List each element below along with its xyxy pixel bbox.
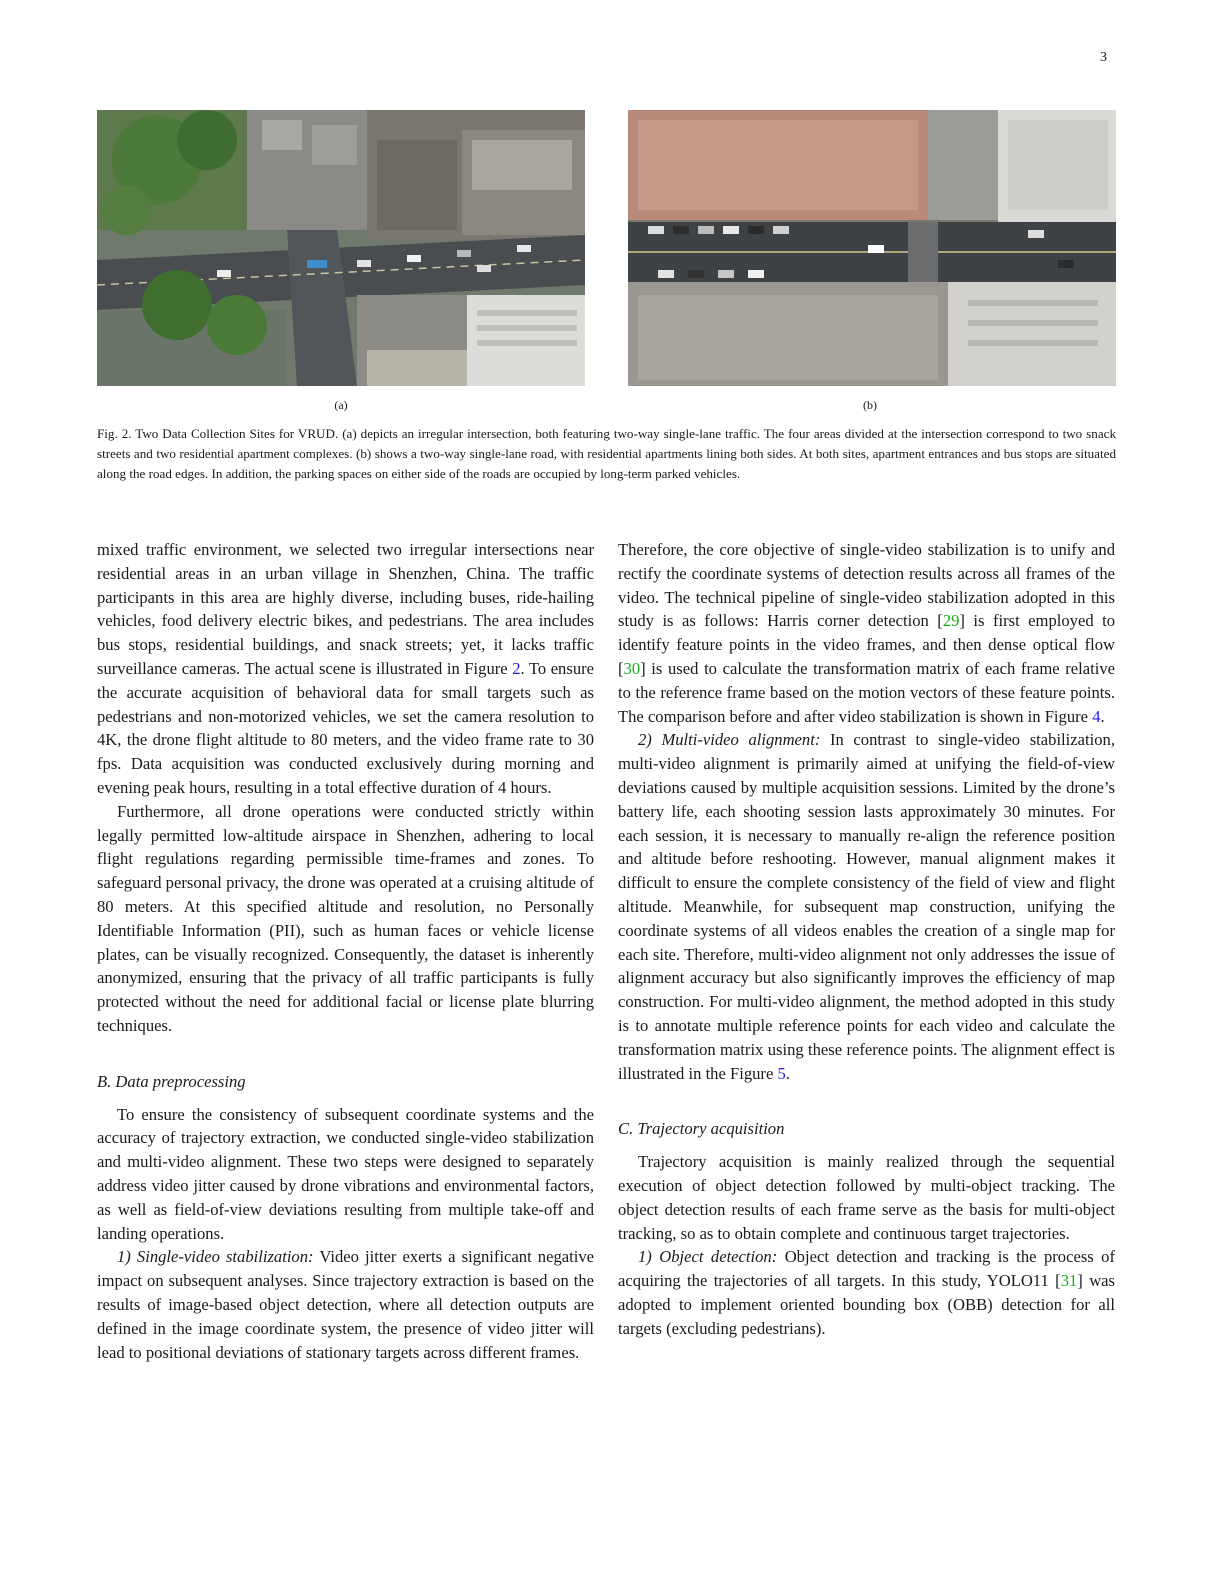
paragraph-title: 1) Object detection:: [638, 1247, 778, 1267]
subfigure-label-a: (a): [334, 398, 348, 412]
figure-caption: Fig. 2. Two Data Collection Sites for VRUD. (a) depicts an irregular intersection, both featuring two-way single-lane traffic. The four areas divided at the intersection correspond to two snack streets and two residential apartment complexes. (b) shows a two-way single-lane road, with residential apartments lining both sides. At both sites, apartment entrances and bus stops are situated along the road edges. In addition, the parking spaces on either side of the roads are occupied by long-term parked vehicles.: [97, 426, 1116, 481]
aerial-photo-road: [628, 110, 1116, 386]
figure-link[interactable]: 2: [512, 658, 521, 678]
paragraph: 1) Single-video stabilization: Video jitter exerts a significant negative impact on subsequent analyses. Since trajectory extraction is based on the results of image-based object detection, where all detection outputs are defined in the image coordinate system, the presence of video jitter will lead to positional deviations of stationary targets across different frames.: [97, 1247, 594, 1362]
figure-link[interactable]: 4: [1092, 706, 1101, 726]
aerial-photo-intersection: [97, 110, 585, 386]
section-heading: B. Data preprocessing: [97, 1071, 246, 1091]
paragraph: mixed traffic environment, we selected two irregular intersections near residential areas in an urban village in Shenzhen, China. The traffic participants in this area are highly diverse, including buses, ride-hailing vehicles, food delivery electric bikes, and pedestrians. The area includes bus stops, residential buildings, and snack streets; yet, it lacks traffic surveillance cameras. The actual scene is illustrated in Figure 2. To ensure the accurate acquisition of behavioral data for small targets such as pedestrians and non-motorized vehicles, we set the camera resolution to 4K, the drone flight altitude to 80 meters, and the video frame rate to 30 fps. Data acquisition was conducted exclusively during morning and evening peak hours, resulting in a total effective duration of 4 hours.: [97, 540, 595, 797]
paragraph: To ensure the consistency of subsequent coordinate systems and the accuracy of trajectory extraction, we conducted single-video stabilization and multi-video alignment. These two steps were designed to separately address video jitter caused by drone vibrations and environmental factors, as well as field-of-view deviations resulting from multiple take-off and landing operations.: [97, 1104, 594, 1243]
page-number: 3: [1100, 50, 1107, 65]
paragraph: Therefore, the core objective of single-video stabilization is to unify and rectify the coordinate systems of detection results across all frames of the video. The technical pipeline of single-video stabilization adopted in this study is as follows: Harris corner detection [29] is first employed to identify feature points in the video frames, and then dense optical flow [30] is used to calculate the transformation matrix of each frame relative to the reference frame based on the motion vectors of these feature points. The comparison before and after video stabilization is shown in Figure 4.: [618, 540, 1116, 726]
citation-link[interactable]: 29: [942, 611, 960, 631]
paragraph: Trajectory acquisition is mainly realized through the sequential execution of object detection followed by multi-object tracking. The object detection results of each frame serve as the basis for multi-object tracking, so as to obtain complete and continuous target trajectories.: [618, 1152, 1115, 1243]
paragraph-title: 1) Single-video stabilization:: [117, 1247, 314, 1267]
subfigure-label-b: (b): [863, 398, 877, 412]
paragraph: 1) Object detection: Object detection and tracking is the process of acquiring the trajectories of all targets. In this study, YOLO11 [31] was adopted to implement oriented bounding box (OBB) detection for all targets (excluding pedestrians).: [618, 1247, 1116, 1338]
citation-link[interactable]: 30: [623, 658, 641, 678]
paragraph-title: 2) Multi-video alignment:: [638, 730, 821, 750]
left-column: [97, 538, 594, 1364]
right-column: [618, 538, 1115, 1341]
paragraph: Furthermore, all drone operations were conducted strictly within legally permitted low-altitude airspace in Shenzhen, adhering to local flight regulations regarding permissible time-frames and zones. To safeguard personal privacy, the drone was operated at a cruising altitude of 80 meters. At this specified altitude and resolution, no Personally Identifiable Information (PII), such as human faces or vehicle license plates, can be visually recognized. Consequently, the dataset is inherently anonymized, ensuring that the privacy of all traffic participants is fully protected without the need for additional facial or license plate blurring techniques.: [97, 801, 594, 1035]
paragraph: 2) Multi-video alignment: In contrast to single-video stabilization, multi-video alignment is primarily aimed at unifying the field-of-view deviations caused by multiple acquisition sessions. Limited by the drone’s battery life, each shooting session lasts approximately 30 minutes. For each session, it is necessary to manually re-align the reference position and altitude before reshooting. However, manual alignment makes it difficult to ensure the complete consistency of the field of view and flight altitude. Meanwhile, for subsequent map construction, unifying the coordinate systems of all videos enables the creation of a single map for each site. Therefore, multi-video alignment not only addresses the issue of alignment accuracy but also significantly improves the efficiency of map construction. For multi-video alignment, the method adopted in this study is to annotate multiple reference points for each video and calculate the transformation matrix using these reference points. The alignment effect is illustrated in the Figure 5.: [618, 730, 1115, 1083]
figure-link[interactable]: 5: [777, 1063, 786, 1083]
figure-2: [97, 110, 1116, 386]
section-heading: C. Trajectory acquisition: [618, 1119, 785, 1139]
citation-link[interactable]: 31: [1060, 1271, 1078, 1291]
